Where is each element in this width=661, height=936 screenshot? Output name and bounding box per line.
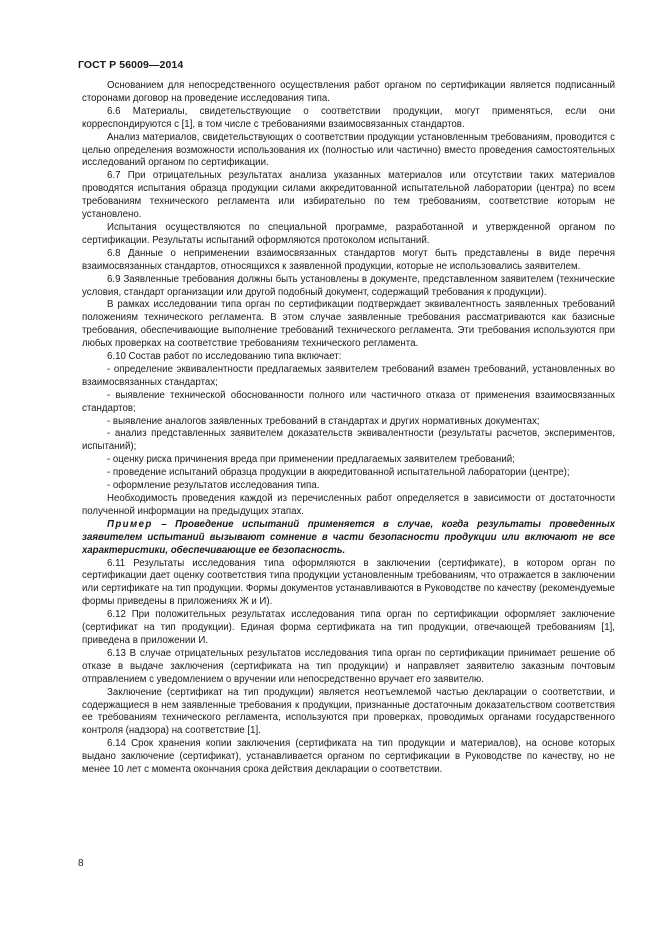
paragraph: 6.6 Материалы, свидетельствующие о соответствии продукции, могут применяться, если они корреспондируются с [1], в том числе с требованиями взаимосвязанных стандартов. — [82, 105, 615, 130]
paragraph: Основанием для непосредственного осуществления работ органом по сертификации является подписанный сторонами договор на проведение исследования типа. — [82, 80, 615, 104]
standard-header: ГОСТ Р 56009—2014 — [78, 59, 184, 71]
paragraph: Необходимость проведения каждой из перечисленных работ определяется в зависимости от достаточности полученной информации на предыдущих этапах. — [82, 493, 615, 517]
list-item: - анализ представленных заявителем доказательств эквивалентности (результаты расчетов, экспериментов, испытаний); — [82, 428, 615, 453]
paragraph: 6.7 При отрицательных результатах анализа указанных материалов или отсутствии таких материалов проводятся испытания образца продукции силами аккредитованной испытательной лаборатории (центра) по всем требованиям технического регламента или избирательно по тем требованиям, соответствие которым не установлено. — [82, 170, 615, 221]
list-item: - оформление результатов исследования типа. — [107, 480, 320, 492]
paragraph: 6.8 Данные о неприменении взаимосвязанных стандартов могут быть представлены в виде перечня взаимосвязанных стандартов, относящихся к заявленной продукции, которые не использовались заявителем. — [82, 247, 615, 272]
example-text: – Проведение испытаний применяется в случае, когда результаты проведенных заявителем испытаний вызывают сомнение в части безопасности продукции или включают не все характеристики, обеспечивающие ее безопасность. — [82, 518, 615, 556]
page-number: 8 — [78, 858, 84, 869]
list-item: - определение эквивалентности предлагаемых заявителем требований взамен требований, установленных во взаимосвязанных стандартах; — [82, 363, 615, 388]
paragraph: 6.14 Срок хранения копии заключения (сертификата на тип продукции и материалов), на основе которых выдано заключение (сертификат), устанавливается органом по сертификации в Руководстве по качеству, но не менее 10 лет с момента окончания срока действия декларации о соответствии. — [82, 738, 615, 776]
example-note — [82, 519, 615, 558]
paragraph: В рамках исследовании типа орган по сертификации подтверждает эквивалентность заявленных требований положениям технического регламента. В этом случае заявленные требования рассматриваются как базисные требования, обеспечивающие выполнение требований технического регламента. Эти требования используются при любых проверках на соответствие требованиям технического регламента. — [82, 299, 615, 350]
paragraph: 6.9 Заявленные требования должны быть установлены в документе, представленном заявителем (технические условия, стандарт организации или другой подобный документ, содержащий требования к продукции). — [82, 273, 615, 298]
list-item: - выявление аналогов заявленных требований в стандартах и других нормативных документах; — [107, 415, 540, 427]
list-item: - проведение испытаний образца продукции в аккредитованной испытательной лаборатории (центре); — [107, 467, 570, 479]
paragraph: Анализ материалов, свидетельствующих о соответствии продукции установленным требованиям, проводится с целью определения возможности использования их (полностью или частично) вместо проведения самостоятельных исследований органом по сертификации. — [82, 131, 615, 169]
paragraph: Заключение (сертификат на тип продукции) является неотъемлемой частью декларации о соответствии, и содержащиеся в нем заявленные требования к продукции, признанные достаточным доказательством соответствия ее требованиям технического регламента, используются при проверках, проводимых органами государственного контроля (надзора) на соответствие [1]. — [82, 686, 615, 737]
list-item: - выявление технической обоснованности полного или частичного отказа от применения взаимосвязанных стандартов; — [82, 389, 615, 414]
paragraph: 6.13 В случае отрицательных результатов исследования типа орган по сертификации принимает решение об отказе в выдаче заключения (сертификата на тип продукции) и направляет заявителю заказным почтовым отправлением с уведомлением о вручении или непосредственно вручает его заявителю. — [82, 647, 615, 685]
page-body — [82, 80, 615, 777]
paragraph: Испытания осуществляются по специальной программе, разработанной и утвержденной органом по сертификации. Результаты испытаний оформляются протоколом испытаний. — [82, 221, 615, 246]
list-intro: 6.10 Состав работ по исследованию типа включает: — [107, 351, 342, 363]
paragraph: 6.11 Результаты исследования типа оформляются в заключении (сертификате), в котором орган по сертификации дает оценку соответствия типа продукции установленным требованиям, что отражается в заключении или сертификате на тип продукции. Формы документов устанавливаются в Руководстве по качеству (рекомендуемые формы приведены в приложениях Ж и И). — [82, 557, 615, 608]
example-label: Пример — [107, 518, 153, 530]
paragraph: 6.12 При положительных результатах исследования типа орган по сертификации оформляет заключение (сертификат на тип продукции). Единая форма сертификата на тип продукции, отвечающей требованиям [1], приведена в приложении И. — [82, 609, 615, 646]
list-item: - оценку риска причинения вреда при применении предлагаемых заявителем требований; — [107, 454, 515, 466]
